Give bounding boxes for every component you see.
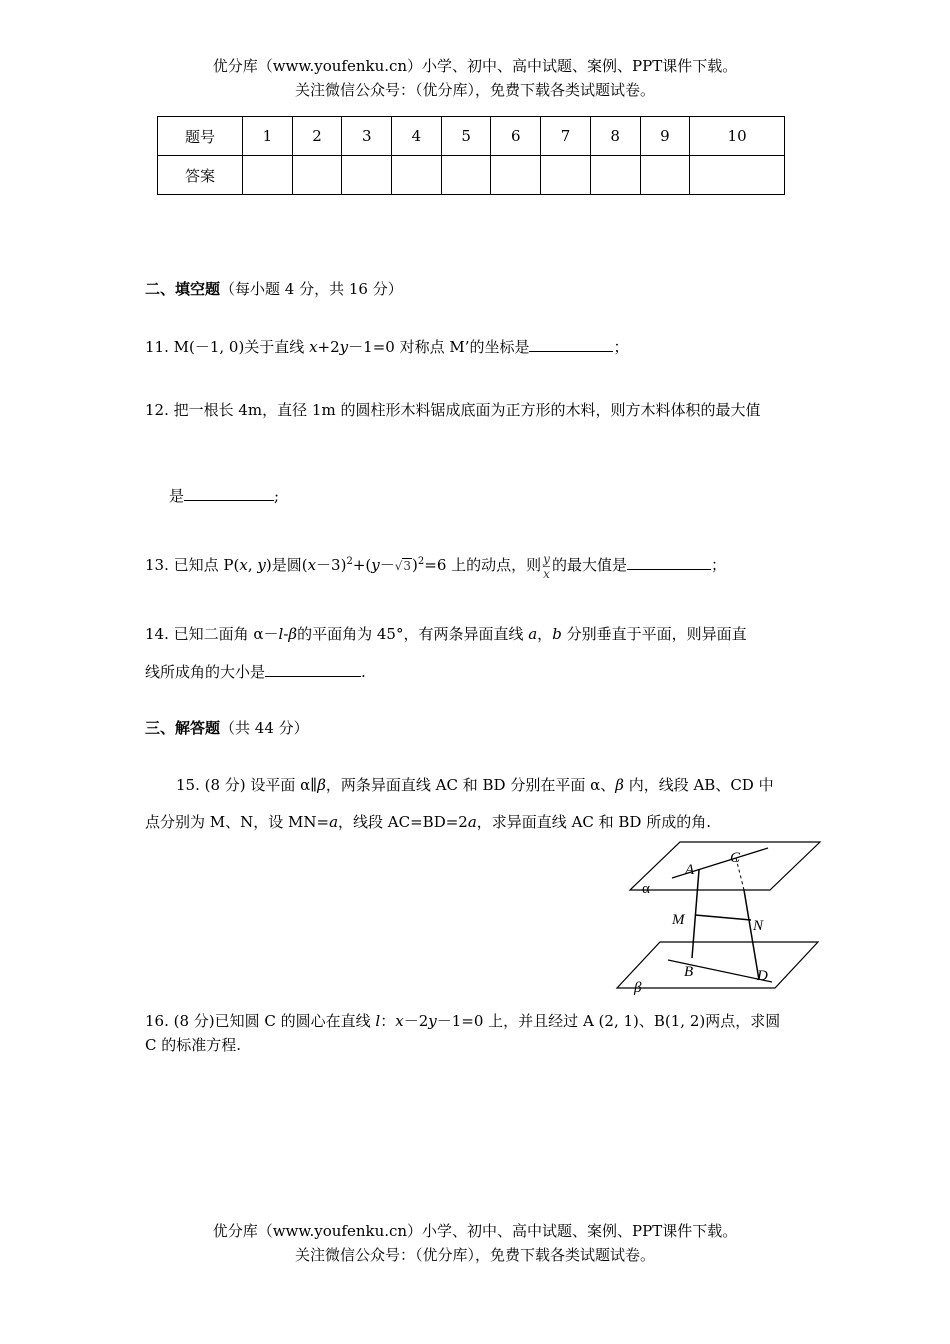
question-11 — [145, 336, 629, 357]
answer-cell[interactable] — [640, 156, 690, 195]
q15-text: ，两条异面直线 AC 和 BD 分别在平面 α、 — [325, 776, 616, 794]
label-B: B — [684, 964, 694, 980]
q13-text: )是圆( — [265, 556, 308, 574]
answer-cell[interactable] — [243, 156, 293, 195]
q11-text: －1=0 对称点 M’的坐标是 — [348, 338, 530, 356]
section-solution-title — [145, 717, 309, 738]
q11-text: 11. M(－1, 0)关于直线 — [145, 338, 310, 356]
q13-text: 13. 已知点 P( — [145, 556, 240, 574]
fraction-denominator: x — [543, 566, 550, 581]
label-beta: β — [634, 980, 642, 996]
q13-text: ； — [710, 556, 726, 574]
var-l: l — [375, 1012, 381, 1030]
q15-text: 点分别为 M、N，设 MN= — [145, 813, 330, 831]
label-M: M — [672, 912, 685, 928]
q14-text: 的平面角为 45°，有两条异面直线 — [297, 625, 529, 643]
q13-text: － — [379, 556, 395, 574]
question-13 — [145, 545, 726, 583]
table-cell-number: 9 — [640, 117, 690, 156]
section-title: 二、填空题 — [145, 280, 221, 298]
footer-line-1: 优分库（www.youfenku.cn）小学、初中、高中试题、案例、PPT课件下载。 — [212, 1222, 738, 1240]
var-a: a — [329, 813, 339, 831]
answer-blank[interactable] — [184, 486, 274, 501]
q12-text: ; — [274, 487, 280, 505]
q13-text: +( — [352, 556, 372, 574]
table-label-answer: 答案 — [158, 156, 243, 195]
q14-text: ， — [537, 625, 553, 643]
answer-cell[interactable] — [441, 156, 491, 195]
segment-mn — [695, 915, 751, 920]
var-x: x — [239, 556, 248, 574]
plane-beta — [617, 942, 818, 988]
var-y: y — [339, 338, 349, 356]
q16-text: 16. (8 分)已知圆 C 的圆心在直线 — [145, 1012, 376, 1030]
label-N: N — [753, 918, 764, 934]
table-cell-number: 6 — [491, 117, 541, 156]
table-label-question-number: 题号 — [158, 117, 243, 156]
question-16-cont: C 的标准方程. — [145, 1036, 242, 1054]
answer-blank[interactable] — [627, 555, 711, 570]
section-fill-in-title — [145, 278, 403, 299]
table-cell-number: 7 — [541, 117, 591, 156]
var-b: b — [552, 625, 562, 643]
table-cell-number: 10 — [690, 117, 785, 156]
q14-text: . — [361, 663, 366, 681]
question-12: 12. 把一根长 4m，直径 1m 的圆柱形木料锯成底面为正方形的木料，则方木料体积的最大值 — [145, 401, 761, 419]
var-beta: β — [288, 625, 298, 643]
q15-text: 15. (8 分) 设平面 α∥ — [176, 776, 318, 794]
footer-line-2: 关注微信公众号：（优分库），免费下载各类试题试卷。 — [294, 1246, 655, 1264]
var-x: x — [309, 338, 318, 356]
fraction-numerator: y — [543, 551, 550, 566]
geometry-figure — [610, 836, 825, 998]
var-beta: β — [317, 776, 326, 794]
answer-blank[interactable] — [529, 337, 613, 352]
table-row-answers — [158, 156, 785, 195]
label-alpha: α — [642, 881, 650, 897]
label-D: D — [757, 968, 768, 984]
q13-text: =6 上的动点，则 — [424, 556, 542, 574]
answer-table — [157, 116, 785, 195]
var-a: a — [528, 625, 538, 643]
var-beta: β — [615, 776, 624, 794]
section-title: 三、解答题 — [145, 719, 221, 737]
question-14-cont — [145, 661, 366, 682]
q11-text: ； — [613, 338, 629, 356]
answer-cell[interactable] — [292, 156, 342, 195]
table-cell-number: 2 — [292, 117, 342, 156]
q14-text: 14. 已知二面角 α－ — [145, 625, 279, 643]
sqrt-value: 3 — [403, 559, 412, 573]
var-y: y — [428, 1012, 437, 1030]
question-15 — [176, 774, 774, 795]
label-A: A — [685, 862, 695, 878]
segment-ab — [692, 870, 699, 958]
question-15-cont — [145, 811, 711, 832]
answer-cell[interactable] — [392, 156, 442, 195]
exponent: 2 — [417, 556, 425, 567]
exponent: 2 — [346, 556, 353, 567]
question-12-cont — [169, 485, 279, 506]
q16-text: －2 — [403, 1012, 429, 1030]
q16-text: ： — [380, 1012, 396, 1030]
var-x: x — [395, 1012, 404, 1030]
q13-text: ) — [412, 556, 418, 574]
section-note: （共 44 分） — [220, 719, 309, 737]
var-x: x — [307, 556, 317, 574]
q14-text: 分别垂直于平面，则异面直 — [561, 625, 747, 643]
fraction-y-over-x — [543, 552, 550, 581]
table-cell-number: 5 — [441, 117, 491, 156]
answer-cell[interactable] — [590, 156, 640, 195]
q13-text: , — [247, 556, 258, 574]
answer-cell[interactable] — [342, 156, 392, 195]
q15-text: ，求异面直线 AC 和 BD 所成的角. — [476, 813, 711, 831]
answer-cell[interactable] — [541, 156, 591, 195]
table-row-numbers — [158, 117, 785, 156]
answer-blank[interactable] — [265, 662, 361, 677]
q13-text: －3) — [316, 556, 347, 574]
question-16 — [145, 1010, 780, 1031]
table-cell-number: 3 — [342, 117, 392, 156]
var-l: l — [278, 625, 284, 643]
q11-text: +2 — [317, 338, 340, 356]
section-note: （每小题 4 分，共 16 分） — [220, 280, 403, 298]
q14-text: - — [283, 625, 289, 643]
table-cell-number: 1 — [243, 117, 293, 156]
label-C: C — [730, 850, 741, 866]
var-y: y — [257, 556, 266, 574]
header-line-1: 优分库（www.youfenku.cn）小学、初中、高中试题、案例、PPT课件下载。 — [212, 57, 738, 75]
answer-cell[interactable] — [690, 156, 785, 195]
question-14 — [145, 623, 747, 644]
var-a: a — [467, 813, 477, 831]
answer-cell[interactable] — [491, 156, 541, 195]
segment-cd — [744, 890, 759, 980]
table-cell-number: 8 — [590, 117, 640, 156]
q16-text: －1=0 上，并且经过 A (2, 1)、B(1, 2)两点，求圆 — [436, 1012, 781, 1030]
plane-alpha — [630, 842, 820, 890]
header-line-2: 关注微信公众号：（优分库），免费下载各类试题试卷。 — [294, 81, 655, 99]
table-cell-number: 4 — [392, 117, 442, 156]
sqrt-sign: √ — [394, 559, 403, 573]
q13-text: 的最大值是 — [551, 556, 627, 574]
q14-text: 线所成角的大小是 — [145, 663, 266, 681]
var-y: y — [371, 556, 380, 574]
q15-text: 内，线段 AB、CD 中 — [623, 776, 774, 794]
q15-text: ，线段 AC=BD=2 — [338, 813, 468, 831]
q12-text: 是 — [169, 487, 185, 505]
